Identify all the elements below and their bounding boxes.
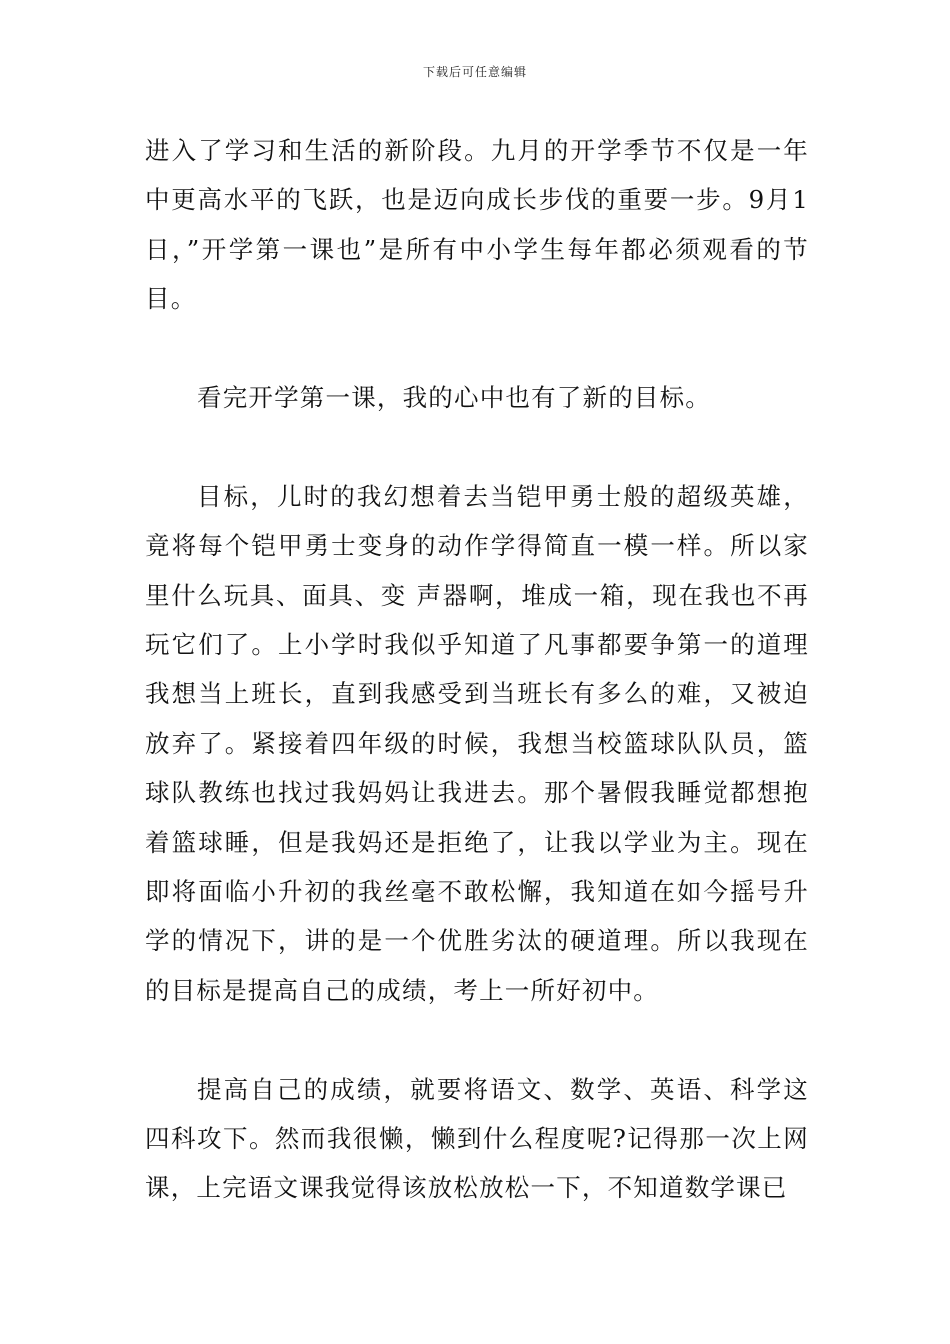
paragraph-gap (145, 422, 809, 471)
paragraph-gap (145, 1015, 809, 1064)
paragraph-childhood-goals: 目标，儿时的我幻想着去当铠甲勇士般的超级英雄，竟将每个铠甲勇士变身的动作学得简直一模一样。所以家里什么玩具、面具、变 声器啊，堆成一箱，现在我也不再玩它们了。上小学时我似乎知道了凡事都要争第一的道理我想当上班长，直到我感受到当班长有多么的难，又被迫放弃了。紧接着四年级的时候，我想当校篮球队队员，篮球队教练也找过我妈妈让我进去。那个暑假我睡觉都想抱着篮球睡，但是我妈还是拒绝了，让我以学业为主。现在即将面临小升初的我丝毫不敢松懈，我知道在如今摇号升学的情况下，讲的是一个优胜劣汰的硬道理。所以我现在的目标是提高自己的成绩，考上一所好初中。 (145, 481, 809, 1005)
paragraph-improve-grades: 提高自己的成绩，就要将语文、数学、英语、科学这四科攻下。然而我很懒，懒到什么程度呢?记得那一次上网课，上完语文课我觉得该放松放松一下，不知道数学课已 (145, 1074, 809, 1203)
paragraph-gap (145, 324, 809, 373)
paragraph-intro: 进入了学习和生活的新阶段。九月的开学季节不仅是一年中更高水平的飞跃，也是迈向成长步伐的重要一步。9月1日，”开学第一课也”是所有中小学生每年都必须观看的节目。 (145, 136, 809, 314)
paragraph-goal-statement: 看完开学第一课，我的心中也有了新的目标。 (197, 383, 711, 413)
document-body (145, 126, 809, 1213)
page-header: 下载后可任意编辑 (422, 65, 527, 79)
